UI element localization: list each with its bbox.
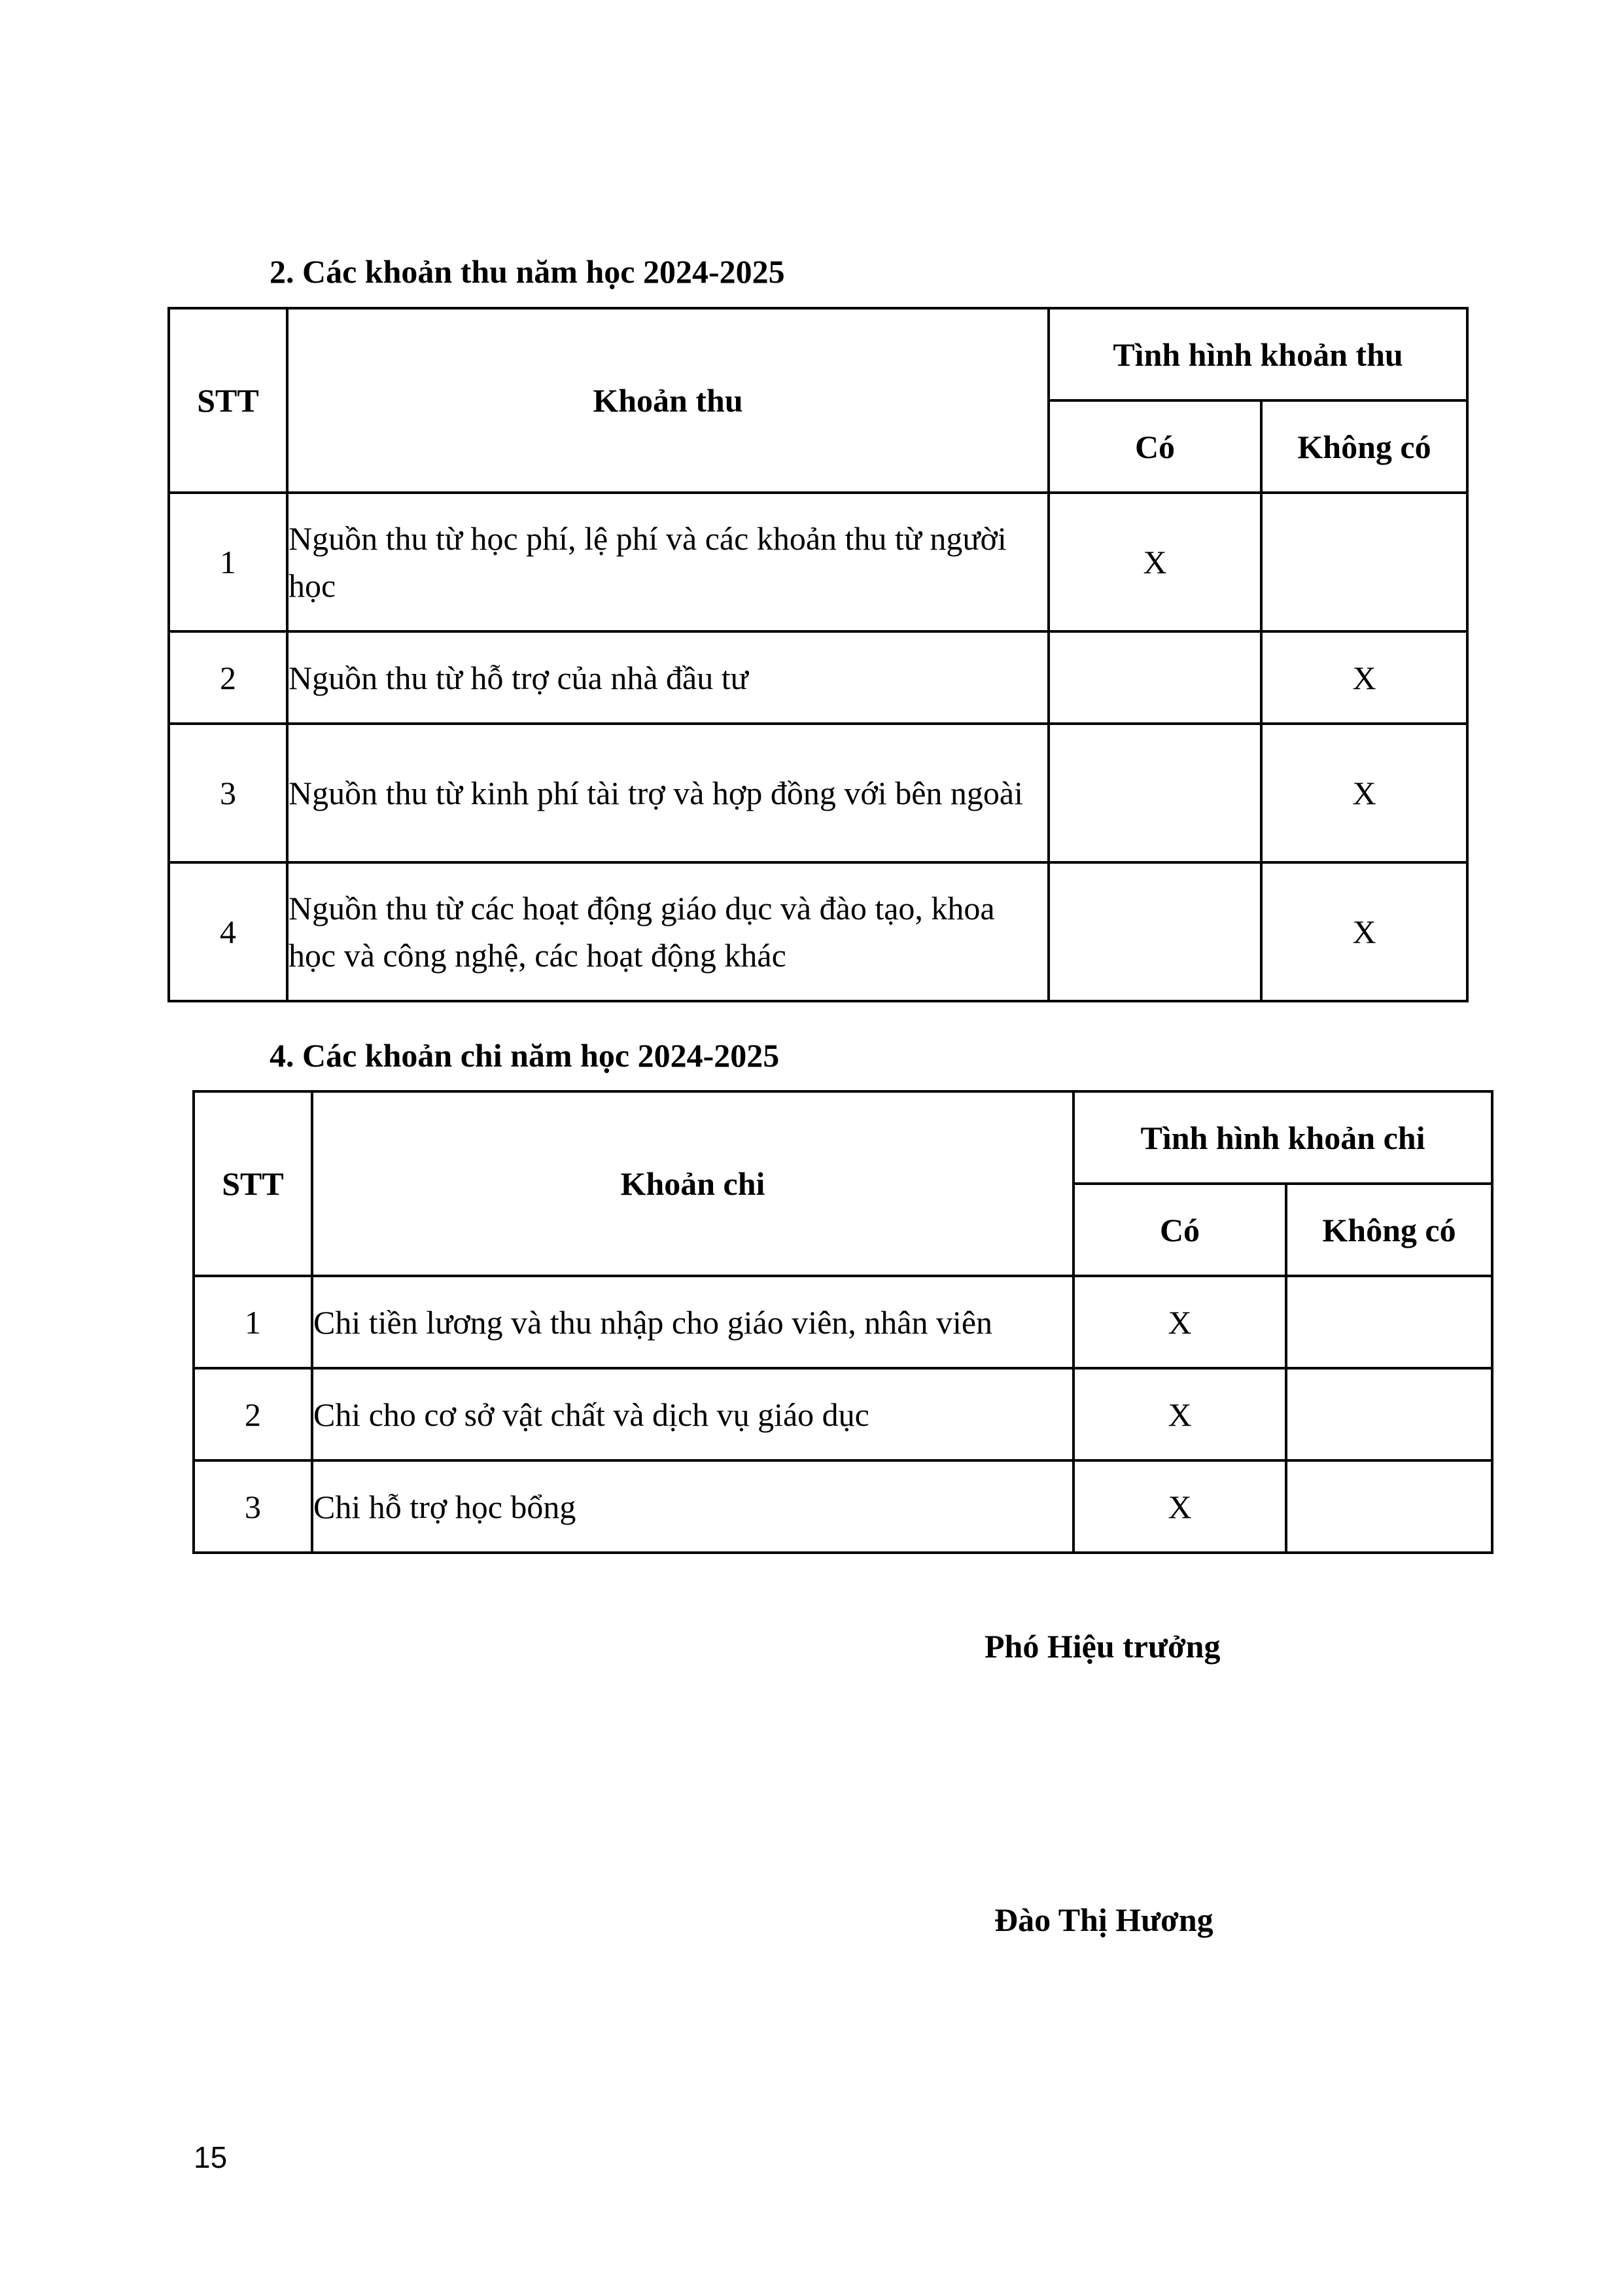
- header-stt: STT: [194, 1091, 312, 1276]
- table-header-row: [169, 308, 1467, 400]
- row-item: Nguồn thu từ hỗ trợ của nhà đầu tư: [287, 631, 1049, 724]
- header-status-group: Tình hình khoản chi: [1073, 1091, 1492, 1184]
- row-yes-mark: [1049, 724, 1261, 862]
- table-row: [169, 724, 1467, 862]
- header-no: Không có: [1286, 1184, 1492, 1276]
- row-stt: 4: [169, 862, 287, 1001]
- income-table: [167, 307, 1469, 1002]
- row-no-mark: [1286, 1368, 1492, 1460]
- row-no-mark: [1286, 1460, 1492, 1553]
- row-item: Chi hỗ trợ học bổng: [312, 1460, 1073, 1553]
- row-stt: 1: [194, 1276, 312, 1368]
- row-yes-mark: X: [1073, 1460, 1286, 1553]
- table-row: [194, 1460, 1492, 1553]
- income-section-title: 2. Các khoản thu năm học 2024-2025: [270, 253, 785, 290]
- row-item: Chi cho cơ sở vật chất và dịch vụ giáo dục: [312, 1368, 1073, 1460]
- expense-table: [192, 1090, 1493, 1554]
- row-item: Nguồn thu từ các hoạt động giáo dục và đào tạo, khoa học và công nghệ, các hoạt động khác: [287, 862, 1049, 1001]
- header-status-group: Tình hình khoản thu: [1049, 308, 1467, 400]
- row-no-mark: X: [1261, 631, 1467, 724]
- signature-title: Phó Hiệu trưởng: [985, 1628, 1221, 1665]
- page-number: 15: [194, 2140, 228, 2174]
- header-item: Khoản chi: [312, 1091, 1073, 1276]
- row-item: Nguồn thu từ kinh phí tài trợ và hợp đồng với bên ngoài: [287, 724, 1049, 862]
- header-item: Khoản thu: [287, 308, 1049, 493]
- row-stt: 3: [169, 724, 287, 862]
- row-yes-mark: X: [1073, 1368, 1286, 1460]
- header-yes: Có: [1073, 1184, 1286, 1276]
- row-yes-mark: X: [1049, 493, 1261, 631]
- table-row: [169, 631, 1467, 724]
- row-item: Chi tiền lương và thu nhập cho giáo viên, nhân viên: [312, 1276, 1073, 1368]
- row-no-mark: X: [1261, 724, 1467, 862]
- table-row: [194, 1276, 1492, 1368]
- row-no-mark: [1286, 1276, 1492, 1368]
- row-stt: 3: [194, 1460, 312, 1553]
- header-stt: STT: [169, 308, 287, 493]
- row-item: Nguồn thu từ học phí, lệ phí và các khoản thu từ người học: [287, 493, 1049, 631]
- row-yes-mark: X: [1073, 1276, 1286, 1368]
- header-yes: Có: [1049, 400, 1261, 493]
- row-stt: 2: [169, 631, 287, 724]
- row-yes-mark: [1049, 862, 1261, 1001]
- table-row: [169, 493, 1467, 631]
- row-yes-mark: [1049, 631, 1261, 724]
- row-no-mark: X: [1261, 862, 1467, 1001]
- table-row: [169, 862, 1467, 1001]
- expense-section-title: 4. Các khoản chi năm học 2024-2025: [270, 1037, 780, 1074]
- row-stt: 2: [194, 1368, 312, 1460]
- row-stt: 1: [169, 493, 287, 631]
- table-header-row: [194, 1091, 1492, 1184]
- signature-name: Đào Thị Hương: [994, 1901, 1213, 1938]
- header-no: Không có: [1261, 400, 1467, 493]
- table-row: [194, 1368, 1492, 1460]
- row-no-mark: [1261, 493, 1467, 631]
